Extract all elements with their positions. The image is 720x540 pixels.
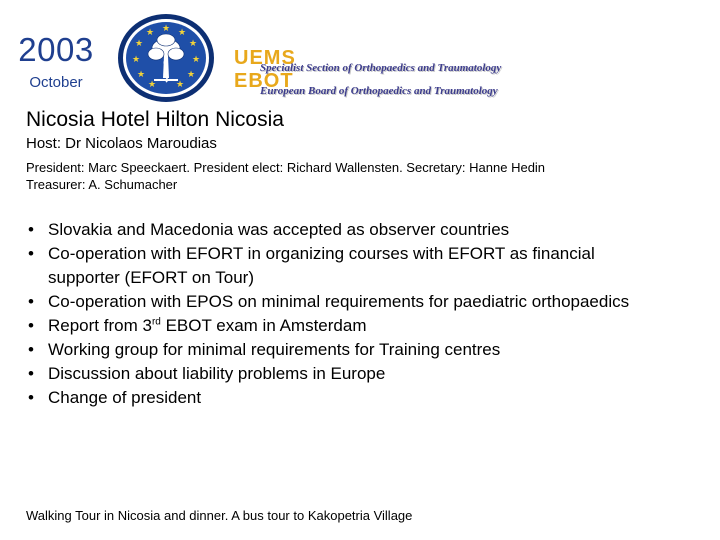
svg-text:★: ★ — [175, 80, 185, 90]
ordinal-suffix: rd — [151, 316, 161, 328]
venue-heading: Nicosia Hotel Hilton Nicosia — [26, 108, 284, 131]
uems-ebot-logo — [234, 48, 634, 104]
svg-text:★: ★ — [131, 55, 141, 65]
bullet-icon: • — [28, 364, 34, 383]
social-program-note: Walking Tour in Nicosia and dinner. A bus tour to Kakopetria Village — [26, 508, 413, 523]
agenda-list — [26, 218, 666, 410]
svg-text:★: ★ — [186, 70, 196, 80]
bullet-icon: • — [28, 292, 34, 311]
list-item — [26, 338, 666, 362]
list-item — [26, 242, 666, 290]
bullet-icon: • — [28, 316, 34, 335]
svg-text:★: ★ — [136, 70, 146, 80]
host-line: Host: Dr Nicolaos Maroudias — [26, 135, 217, 152]
svg-text:★: ★ — [147, 80, 157, 90]
list-item — [26, 290, 666, 314]
svg-text:★: ★ — [188, 39, 198, 49]
list-item — [26, 386, 666, 410]
svg-text:★: ★ — [177, 28, 187, 38]
list-item-text: Discussion about liability problems in Europe — [48, 364, 386, 383]
officers-block — [26, 159, 545, 193]
svg-text:★: ★ — [134, 39, 144, 49]
list-item-text: Co-operation with EFORT in organizing courses with EFORT as financial supporter (EFORT on Tour) — [48, 244, 595, 287]
list-item-text: Co-operation with EPOS on minimal requirements for paediatric orthopaedics — [48, 292, 630, 311]
list-item — [26, 218, 666, 242]
bullet-icon: • — [28, 244, 34, 263]
officers-line-1: President: Marc Speeckaert. President elect: Richard Wallensten. Secretary: Hanne Hedin — [26, 160, 546, 175]
date-block — [0, 32, 112, 92]
list-item — [26, 314, 666, 338]
list-item — [26, 362, 666, 386]
ebot-board-line: European Board of Orthopaedics and Traumatology — [260, 85, 498, 97]
bullet-icon: • — [28, 220, 34, 239]
list-item-text: Working group for minimal requirements for Training centres — [48, 340, 501, 359]
bullet-icon: • — [28, 340, 34, 359]
month-label: October — [29, 74, 83, 91]
uems-section-line: Specialist Section of Orthopaedics and Traumatology — [260, 62, 502, 74]
list-item-text: Change of president — [48, 388, 202, 407]
year-label: 2003 — [18, 31, 94, 68]
officers-line-2: Treasurer: A. Schumacher — [26, 177, 178, 192]
uems-wordmark: UEMS — [234, 47, 296, 69]
list-item-text-start: Report from 3 — [48, 316, 152, 335]
svg-text:★: ★ — [191, 55, 201, 65]
ebot-seal-logo — [116, 12, 216, 104]
svg-text:★: ★ — [145, 28, 155, 38]
svg-text:★: ★ — [161, 24, 171, 34]
ebot-wordmark: EBOT — [234, 70, 294, 92]
list-item-text-end: EBOT exam in Amsterdam — [160, 316, 367, 335]
list-item-text — [48, 316, 367, 335]
bullet-icon: • — [28, 388, 34, 407]
list-item-text: Slovakia and Macedonia was accepted as observer countries — [48, 220, 510, 239]
